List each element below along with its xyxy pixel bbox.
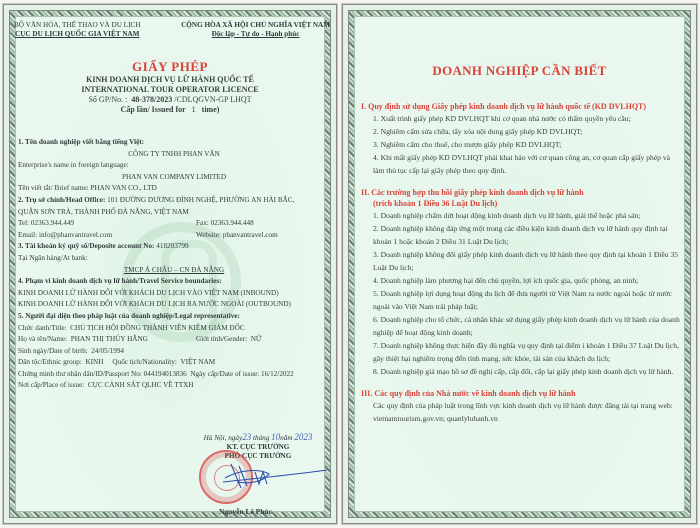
fax: Fax: 02363.944.448 xyxy=(196,219,254,228)
list-item: 7. Doanh nghiệp không thực hiện đầy đủ nghĩa vụ quy định tại điểm i khoản 1 Điều 37 Luật Du lịch, gây thiệt hại nghiêm trọng đến tính mạng, sức khỏe, tài sản của khách du lịch; xyxy=(373,341,679,363)
list-item: 1. Xuất trình giấy phép KD DVLHQT khi cơ quan nhà nước có thẩm quyền yêu cầu; xyxy=(373,114,631,123)
licence-body: 1. Tên doanh nghiệp viết bằng tiếng Việt: CÔNG TY TNHH PHAN VĂN Enterprise's name in foreign language: PHAN VAN COMPANY LIMITED Tên viết tắt/ Brief name: PHAN VAN CO., LTD 2. Trụ sở chính/Head Office: 101 ĐƯỜNG DƯƠNG ĐÌNH NGHỆ, PHƯỜNG AN HẢI BẮC, QUẬN SƠN TRÀ, THÀNH PHỐ ĐÀ NẴNG, VIỆT NAM Tel: 02363.944.449 Fax: 02363.944.448 Email: info@phanvantravel.com Website: phanvantravel.com 3. Tài khoản ký quỹ số/Deposite account No: 418203799 Tại Ngân hàng/At bank: TMCP Á CHÂU – CN ĐÀ NẴNG 4. Phạm vi kinh doanh dịch vụ lữ hành/Travel Service boundaries: KINH DOANH LỮ HÀNH ĐỐI VỚI KHÁCH DU LỊCH VÀO VIỆT NAM (INBOUND) KINH DOANH LỮ HÀNH ĐỐI VỚI KHÁCH DU LỊCH RA NƯỚC NGOÀI (OUTBOUND) 5. Người đại diện theo pháp luật của doanh nghiệp/Legal representative: Chức danh/Title: CHỦ TỊCH HỘI ĐỒNG THÀNH VIÊN KIÊM GIÁM ĐỐC Họ và tên/Name: PHAN THỊ THÚY HẰNG Giới tính/Gender: NỮ Sinh ngày/Date of birth: 24/05/1994 Dân tộc/Ethnic group: KINH Quốc tịch/Nationality: VIỆT NAM Chứng minh thư nhân dân/ID/Passport No: 044194013836 Ngày cấp/Date of issue: 16/12/2022 Nơi cấp/Place of issue: CỤC CẢNH SÁT QLHC VỀ TTXH xyxy=(18,137,330,392)
list-item: 6. Doanh nghiệp cho tổ chức, cá nhân khác sử dụng giấy phép kinh doanh dịch vụ lữ hành của doanh nghiệp để hoạt động kinh doanh; xyxy=(373,315,680,337)
list-item: 2. Nghiêm cấm sửa chữa, tẩy xóa nội dung giấy phép KD DVLHQT; xyxy=(373,127,583,136)
national-motto: CỘNG HÒA XÃ HỘI CHỦ NGHĨA VIỆT NAM Độc lập - Tự do - Hạnh phúc xyxy=(181,21,330,38)
notice-body xyxy=(361,101,682,425)
rep-dob: Sinh ngày/Date of birth: 24/05/1994 xyxy=(18,346,125,355)
rep-ethnic-nationality: Dân tộc/Ethnic group: KINH Quốc tịch/Nationality: VIỆT NAM xyxy=(18,358,216,367)
signer-name: Nguyễn Lê Phúc xyxy=(219,507,272,516)
scope-inbound: KINH DOANH LỮ HÀNH ĐỐI VỚI KHÁCH DU LỊCH VÀO VIỆT NAM (INBOUND) xyxy=(18,288,279,297)
sign-date: Hà Nội, ngày23 tháng 10năm 2023 xyxy=(203,432,313,442)
notice-title: DOANH NGHIỆP CẦN BIẾT xyxy=(432,63,607,78)
licence-title-block: GIẤY PHÉP KINH DOANH DỊCH VỤ LỮ HÀNH QUỐC TẾ INTERNATIONAL TOUR OPERATOR LICENCE Số GP/No. : 48-378/2023 /CDLQGVN-GP LHQT Cấp lần/ Issued for 1 time) xyxy=(4,59,336,115)
tel: Tel: 02363.944.449 xyxy=(18,219,74,228)
licence-title: GIẤY PHÉP xyxy=(132,59,208,74)
licence-sheet xyxy=(3,4,337,524)
company-name-en: PHAN VAN COMPANY LIMITED xyxy=(121,172,227,181)
rep-gender: Giới tính/Gender: NỮ xyxy=(196,335,262,344)
list-item: 3. Nghiêm cấm cho thuê, cho mượn giấy phép KD DVLHQT; xyxy=(373,140,562,149)
list-item: 8. Doanh nghiệp giả mạo hồ sơ đề nghị cấp, cấp đổi, cấp lại giấy phép kinh doanh dịch vụ lữ hành. xyxy=(373,367,674,376)
section-3-heading: III. Các quy định của Nhà nước về kinh doanh dịch vụ lữ hành xyxy=(361,389,576,398)
list-item: Các quy định của pháp luật trong lĩnh vực kinh doanh dịch vụ lữ hành được đăng tải tại trang web: vietnamtourism.gov.vn; quanlyluhanh.vn xyxy=(373,401,673,423)
head-office: 2. Trụ sở chính/Head Office: 101 ĐƯỜNG DƯƠNG ĐÌNH NGHỆ, PHƯỜNG AN HẢI BẮC, xyxy=(18,195,295,204)
rep-title: Chức danh/Title: CHỦ TỊCH HỘI ĐỒNG THÀNH VIÊN KIÊM GIÁM ĐỐC xyxy=(18,323,245,332)
list-item: 5. Doanh nghiệp lợi dụng hoạt động du lịch để đưa người từ Việt Nam ra nước ngoài hoặc từ nước ngoài vào Việt Nam trái pháp luật; xyxy=(373,289,672,311)
rep-id: Chứng minh thư nhân dân/ID/Passport No: 044194013836 Ngày cấp/Date of issue: 16/12/2022 xyxy=(18,369,294,378)
section-2-subheading: (trích khoản 1 Điều 36 Luật Du lịch) xyxy=(373,199,498,208)
signature-block: Hà Nội, ngày23 tháng 10năm 2023 KT. CỤC TRƯỞNG PHÓ CỤC TRƯỞNG xyxy=(188,433,328,461)
list-item: 4. Khi mất giấy phép KD DVLHQT phải khai báo với cơ quan công an, cơ quan cấp giấy phép và làm thủ tục cấp lại giấy phép theo quy định. xyxy=(373,153,671,175)
brief-name: Tên viết tắt/ Brief name: PHAN VAN CO., LTD xyxy=(18,184,157,193)
website: Website: phanvantravel.com xyxy=(196,230,278,239)
list-item: 2. Doanh nghiệp không đáp ứng một trong các điều kiện kinh doanh dịch vụ lữ hành quy định tại khoản 1 hoặc khoản 2 Điều 31 Luật Du lịch; xyxy=(373,224,668,246)
section-2-heading: II. Các trường hợp thu hồi giấy phép kinh doanh dịch vụ lữ hành xyxy=(361,188,584,197)
rep-name: Họ và tên/Name: PHAN THỊ THÚY HẰNG xyxy=(18,335,148,344)
rep-place-of-issue: Nơi cấp/Place of issue: CỤC CẢNH SÁT QLHC VỀ TTXH xyxy=(18,381,194,390)
section-1-heading: I. Quy định sử dụng Giấy phép kinh doanh dịch vụ lữ hành quốc tế (KD DVLHQT) xyxy=(361,102,647,111)
handwritten-signature-icon xyxy=(219,460,329,490)
deposit-account: 3. Tài khoản ký quỹ số/Deposite account No: 418203799 xyxy=(18,242,189,251)
email: Email: info@phanvantravel.com xyxy=(18,230,113,239)
list-item: 1. Doanh nghiệp chấm dứt hoạt động kinh doanh dịch vụ lữ hành, giải thể hoặc phá sản; xyxy=(373,211,641,220)
notice-sheet xyxy=(342,4,697,524)
list-item: 4. Doanh nghiệp làm phương hại đến chủ quyền, lợi ích quốc gia, quốc phòng, an ninh; xyxy=(373,276,639,285)
bank-name: TMCP Á CHÂU – CN ĐÀ NẴNG xyxy=(123,265,225,274)
licence-header xyxy=(14,21,330,39)
issued-count: Cấp lần/ Issued for 1 time) xyxy=(120,105,220,114)
issuing-authority: BỘ VĂN HÓA, THỂ THAO VÀ DU LỊCH CỤC DU LỊCH QUỐC GIA VIỆT NAM xyxy=(14,21,141,38)
licence-number: Số GP/No. : 48-378/2023 /CDLQGVN-GP LHQT xyxy=(88,95,252,104)
list-item: 3. Doanh nghiệp không đổi giấy phép kinh doanh dịch vụ lữ hành theo quy định tại khoản 1 Điều 35 Luật Du lịch; xyxy=(373,250,679,272)
scope-outbound: KINH DOANH LỮ HÀNH ĐỐI VỚI KHÁCH DU LỊCH RA NƯỚC NGOÀI (OUTBOUND) xyxy=(18,300,291,309)
company-name-vi: CÔNG TY TNHH PHAN VĂN xyxy=(128,149,220,158)
